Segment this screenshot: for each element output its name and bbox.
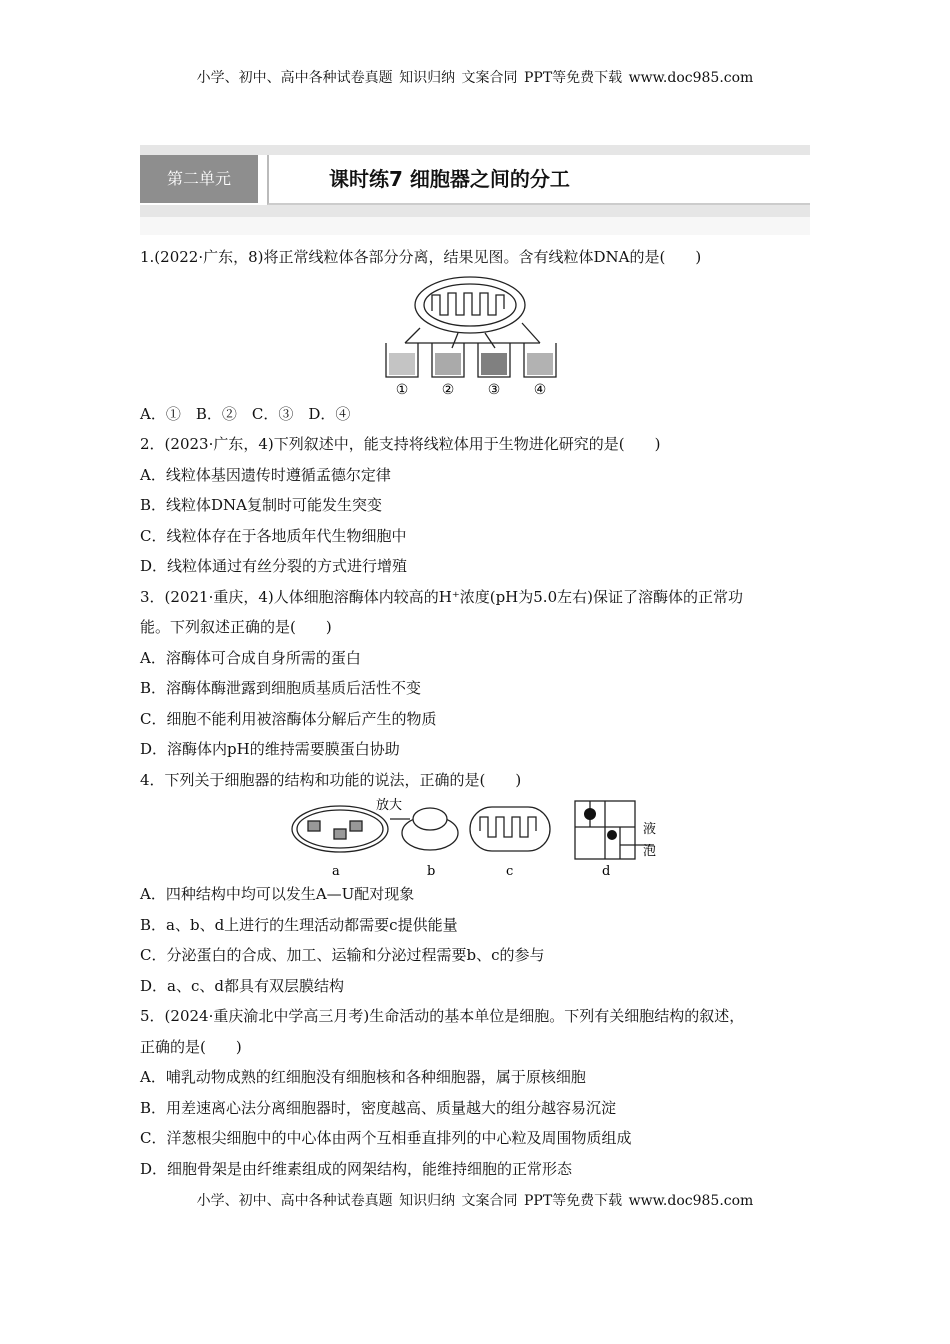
q3-option-c: C．细胞不能利用被溶酶体分解后产生的物质 [140, 709, 437, 728]
fig-label-4: ④ [533, 381, 547, 398]
q3-option-a: A．溶酶体可合成自身所需的蛋白 [140, 648, 361, 667]
q4-option-a: A．四种结构中均可以发生A—U配对现象 [140, 885, 415, 903]
unit-banner [140, 145, 810, 235]
q4-option-c: C．分泌蛋白的合成、加工、运输和分泌过程需要b、c的参与 [140, 946, 545, 964]
title-box [267, 155, 810, 205]
fig-label-c: c [506, 864, 514, 879]
q3-stem: 3．(2021·重庆，4)人体细胞溶酶体内较高的H⁺浓度(pH为5.0左右)保证了溶酶体的正常功 [140, 587, 743, 606]
page-title: 课时练7 细胞器之间的分工 [329, 167, 570, 191]
fig-label-3: ③ [487, 381, 501, 398]
q5-stem: 5．(2024·重庆渝北中学高三月考)生命活动的基本单位是细胞。下列有关细胞结构的叙述， [140, 1007, 745, 1025]
unit-label: 第二单元 [140, 155, 258, 203]
q1-mitochondria-figure [140, 273, 812, 399]
q2-stem: 2．(2023·广东，4)下列叙述中，能支持将线粒体用于生物进化研究的是( ) [140, 435, 661, 453]
fig-label-2: ② [441, 381, 455, 398]
q5-option-a: A．哺乳动物成熟的红细胞没有细胞核和各种细胞器，属于原核细胞 [140, 1068, 586, 1086]
q5-option-b: B．用差速离心法分离细胞器时，密度越高、质量越大的组分越容易沉淀 [140, 1098, 617, 1117]
questions [140, 242, 812, 1184]
page-footer: 小学、初中、高中各种试卷真题 知识归纳 文案合同 PPT等免费下载 www.doc985.com [196, 1193, 754, 1209]
q5-option-d: D．细胞骨架是由纤维素组成的网架结构，能维持细胞的正常形态 [140, 1159, 573, 1178]
q4-option-d: D．a、c、d都具有双层膜结构 [140, 976, 344, 995]
fig-label-a: a [332, 864, 340, 879]
fig-label-b: b [427, 864, 436, 879]
q3-option-d: D．溶酶体内pH的维持需要膜蛋白协助 [140, 740, 400, 758]
q2-option-d: D．线粒体通过有丝分裂的方式进行增殖 [140, 557, 408, 575]
q2-option-b: B．线粒体DNA复制时可能发生突变 [140, 496, 383, 514]
q5-option-c: C．洋葱根尖细胞中的中心体由两个互相垂直排列的中心粒及周围物质组成 [140, 1129, 632, 1147]
page-header: 小学、初中、高中各种试卷真题 知识归纳 文案合同 PPT等免费下载 www.doc985.com [196, 70, 754, 86]
q1-stem: 1.(2022·广东，8)将正常线粒体各部分分离，结果见图。含有线粒体DNA的是( ) [140, 248, 702, 266]
vacuole-label-1: 液 [643, 822, 657, 837]
q3-option-b: B．溶酶体酶泄露到细胞质基质后活性不变 [140, 679, 422, 697]
fig-label-d: d [602, 864, 611, 879]
q4-organelles-figure [140, 795, 812, 879]
q4-stem: 4．下列关于细胞器的结构和功能的说法，正确的是( ) [140, 770, 522, 789]
q4-option-b: B．a、b、d上进行的生理活动都需要c提供能量 [140, 915, 458, 934]
q1-options: A．① B．② C．③ D．④ [140, 404, 351, 423]
q5-stem-cont: 正确的是( ) [140, 1037, 242, 1056]
q2-option-c: C．线粒体存在于各地质年代生物细胞中 [140, 526, 407, 545]
q2-option-a: A．线粒体基因遗传时遵循孟德尔定律 [140, 465, 391, 484]
q3-stem-cont: 能。下列叙述正确的是( ) [140, 618, 332, 636]
enlarge-label: 放大 [376, 798, 403, 813]
vacuole-label-2: 泡 [643, 844, 657, 859]
fig-label-1: ① [395, 381, 409, 398]
